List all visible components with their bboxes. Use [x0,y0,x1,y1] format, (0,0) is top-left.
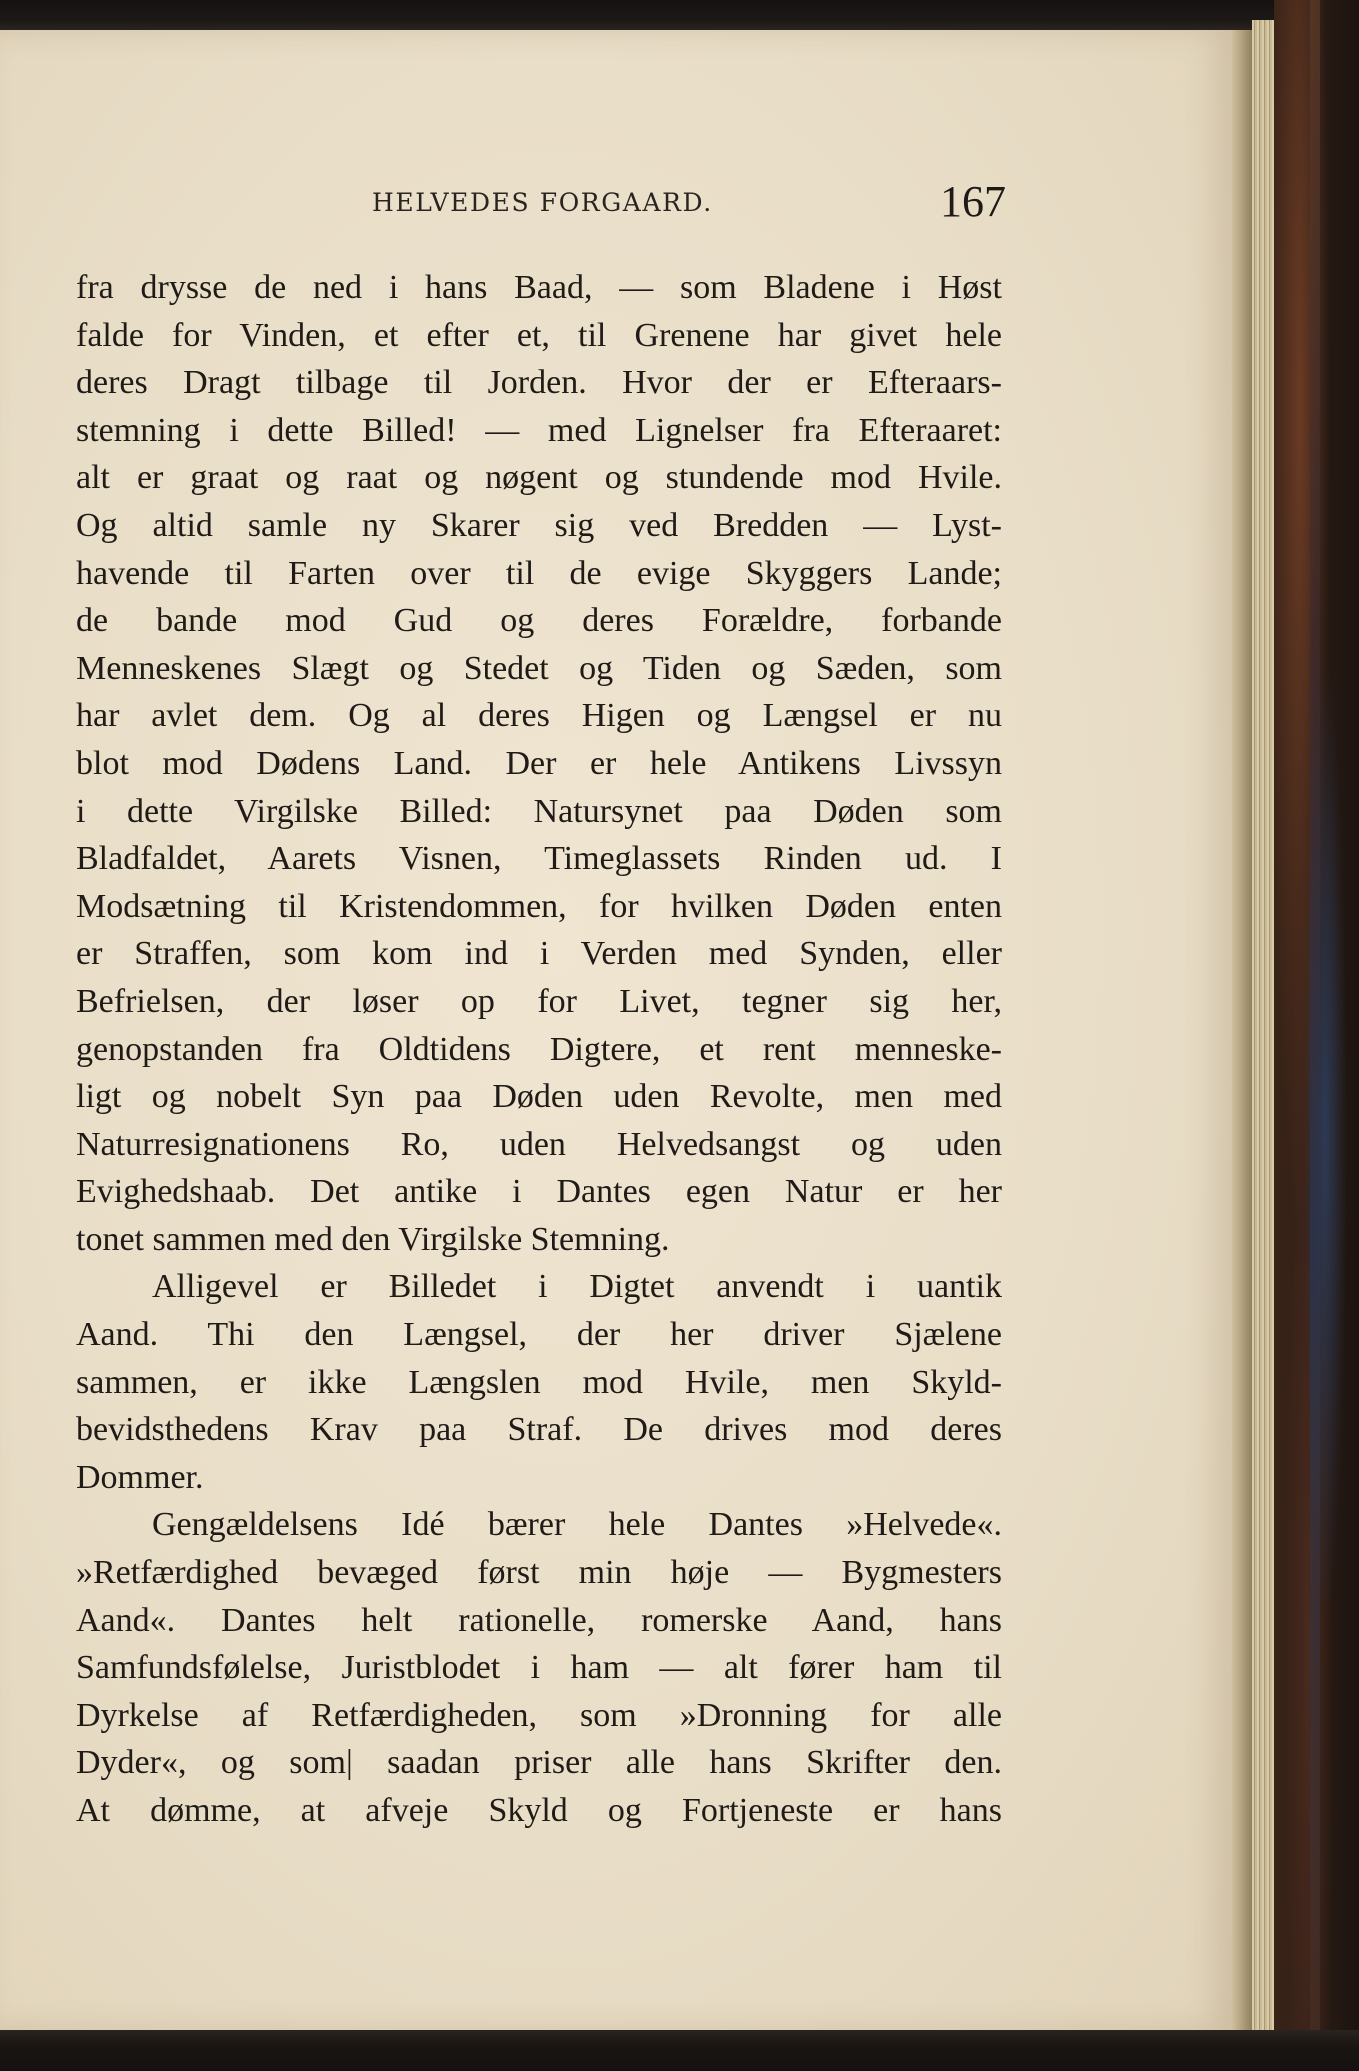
text-line: deres Dragt tilbage til Jorden. Hvor der er Efteraars- [76,364,1002,402]
text-line: fra drysse de ned i hans Baad, — som Bladene i Høst [76,269,1002,306]
text-line: Dyder«, og som| saadan priser alle hans Skrifter den. [76,1744,1002,1782]
text-line: sammen, er ikke Længslen mod Hvile, men Skyld- [76,1363,1002,1401]
text-line: At dømme, at afveje Skyld og Fortjeneste er hans [76,1792,1002,1829]
text-line: havende til Farten over til de evige Skyggers Lande; [76,554,1002,592]
text-line: »Retfærdighed bevæged først min høje — Bygmesters [76,1554,1002,1592]
text-line: Evighedshaab. Det antike i Dantes egen Natur er her [76,1173,1002,1211]
text-line: falde for Vinden, et efter et, til Grenene har givet hele [76,316,1002,354]
text-line: ligt og nobelt Syn paa Døden uden Revolte, men med [76,1078,1002,1116]
text-line: Dyrkelse af Retfærdigheden, som »Dronning for alle [76,1696,1002,1734]
text-line: har avlet dem. Og al deres Higen og Længsel er nu [76,697,1002,735]
page-edge-shadow [1232,30,1252,2030]
text-line: Og altid samle ny Skarer sig ved Bredden — Lyst- [76,506,1002,544]
page-number: 167 [940,177,1006,226]
text-line: tonet sammen med den Virgilske Stemning. [76,1220,670,1258]
text-line: alt er graat og raat og nøgent og stundende mod Hvile. [76,459,1002,497]
text-line: er Straffen, som kom ind i Verden med Synden, eller [76,935,1002,973]
running-head: HELVEDES FORGAARD. [372,188,713,217]
text-line: Aand«. Dantes helt rationelle, romerske Aand, hans [76,1601,1002,1639]
binding-marbled-stripe [1310,0,1320,2071]
text-line: bevidsthedens Krav paa Straf. De drives mod deres [76,1411,1002,1449]
text-line: Gengældelsens Idé bærer hele Dantes »Helvede«. [152,1506,1002,1544]
text-line: Naturresignationens Ro, uden Helvedsangst og uden [76,1125,1002,1163]
text-line: Alligevel er Billedet i Digtet anvendt i uantik [152,1268,1002,1306]
text-line: de bande mod Gud og deres Forældre, forbande [76,602,1002,640]
text-line: blot mod Dødens Land. Der er hele Antikens Livssyn [76,744,1002,782]
text-line: Befrielsen, der løser op for Livet, tegner sig her, [76,982,1002,1020]
text-line: Modsætning til Kristendommen, for hvilken Døden enten [76,887,1002,925]
text-line: stemning i dette Billed! — med Lignelser fra Efteraaret: [76,411,1002,449]
top-dark-edge [0,0,1359,30]
page-stack-edges [1252,20,1274,2040]
text-line: Aand. Thi den Længsel, der her driver Sjælene [76,1316,1002,1354]
text-line: Bladfaldet, Aarets Visnen, Timeglassets Rinden ud. I [76,840,1002,878]
text-line: Menneskenes Slægt og Stedet og Tiden og Sæden, som [76,649,1002,687]
text-line: i dette Virgilske Billed: Natursynet paa Døden som [76,792,1002,830]
bottom-dark-edge [0,2030,1359,2071]
text-line: Samfundsfølelse, Juristblodet i ham — alt fører ham til [76,1649,1002,1687]
body-text [76,264,1002,1835]
text-line: genopstanden fra Oldtidens Digtere, et rent menneske- [76,1030,1002,1068]
text-line: Dommer. [76,1458,204,1496]
